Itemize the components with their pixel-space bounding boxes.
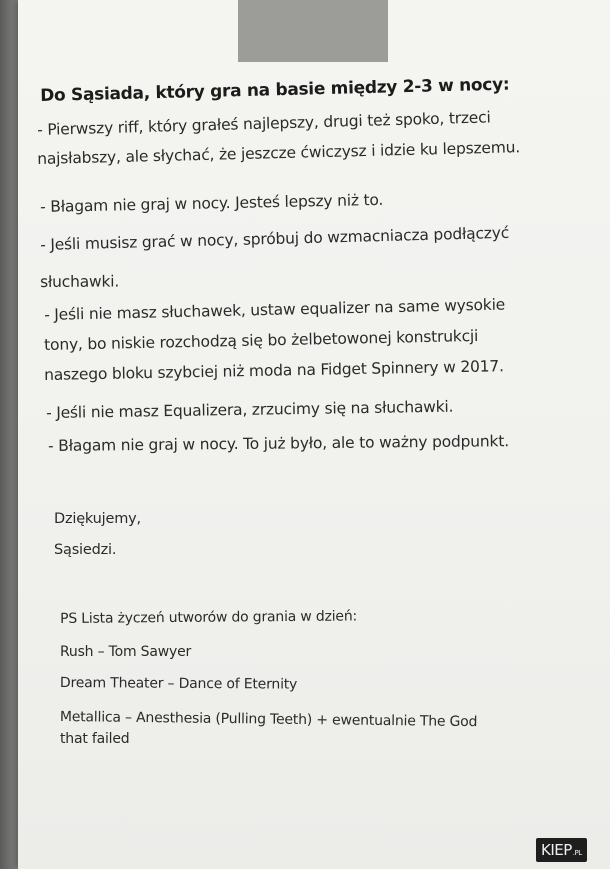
note-line-6: - Jeśli nie masz słuchawek, ustaw equalizer na same wysokie [44, 295, 506, 324]
note-line-5: słuchawki. [40, 272, 120, 291]
ps-item-4: that failed [60, 731, 130, 747]
note-line-7: tony, bo niskie rozchodzą się bo żelbetowonej konstrukcji [44, 326, 479, 354]
ps-item-1: Rush – Tom Sawyer [60, 644, 192, 660]
note-closing: Dziękujemy, [54, 511, 141, 527]
note-line-8: naszego bloku szybciej niż moda na Fidget Spinnery w 2017. [44, 357, 504, 384]
background-edge [0, 0, 18, 869]
note-line-1: - Pierwszy riff, który grałeś najlepszy, drugi też spoko, trzeci [37, 108, 491, 139]
ps-item-3: Metallica – Anesthesia (Pulling Teeth) + ewentualnie The God [59, 709, 478, 731]
note-line-3: - Błagam nie graj w nocy. Jesteś lepszy niż to. [40, 190, 384, 216]
ps-item-2: Dream Theater – Dance of Eternity [59, 675, 298, 693]
ps-heading: PS Lista życzeń utworów do grania w dzień: [60, 608, 358, 627]
note-heading: Do Sąsiada, który gra na basie między 2-3 w nocy: [40, 74, 510, 106]
note-line-4: - Jeśli musisz grać w nocy, spróbuj do wzmacniacza podłączyć [40, 223, 510, 254]
note-line-2: najsłabszy, ale słychać, że jeszcze ćwiczysz i idzie ku lepszemu. [37, 138, 521, 168]
watermark-suffix: .PL [572, 849, 582, 857]
watermark-brand: KIEP [541, 841, 572, 859]
tape-strip [238, 0, 388, 62]
note-signature: Sąsiedzi. [54, 542, 117, 558]
site-watermark [536, 838, 587, 862]
note-line-10: - Błagam nie graj w nocy. To już było, ale to ważny podpunkt. [48, 432, 509, 455]
note-line-9: - Jeśli nie masz Equalizera, zrzucimy się na słuchawki. [46, 397, 454, 422]
